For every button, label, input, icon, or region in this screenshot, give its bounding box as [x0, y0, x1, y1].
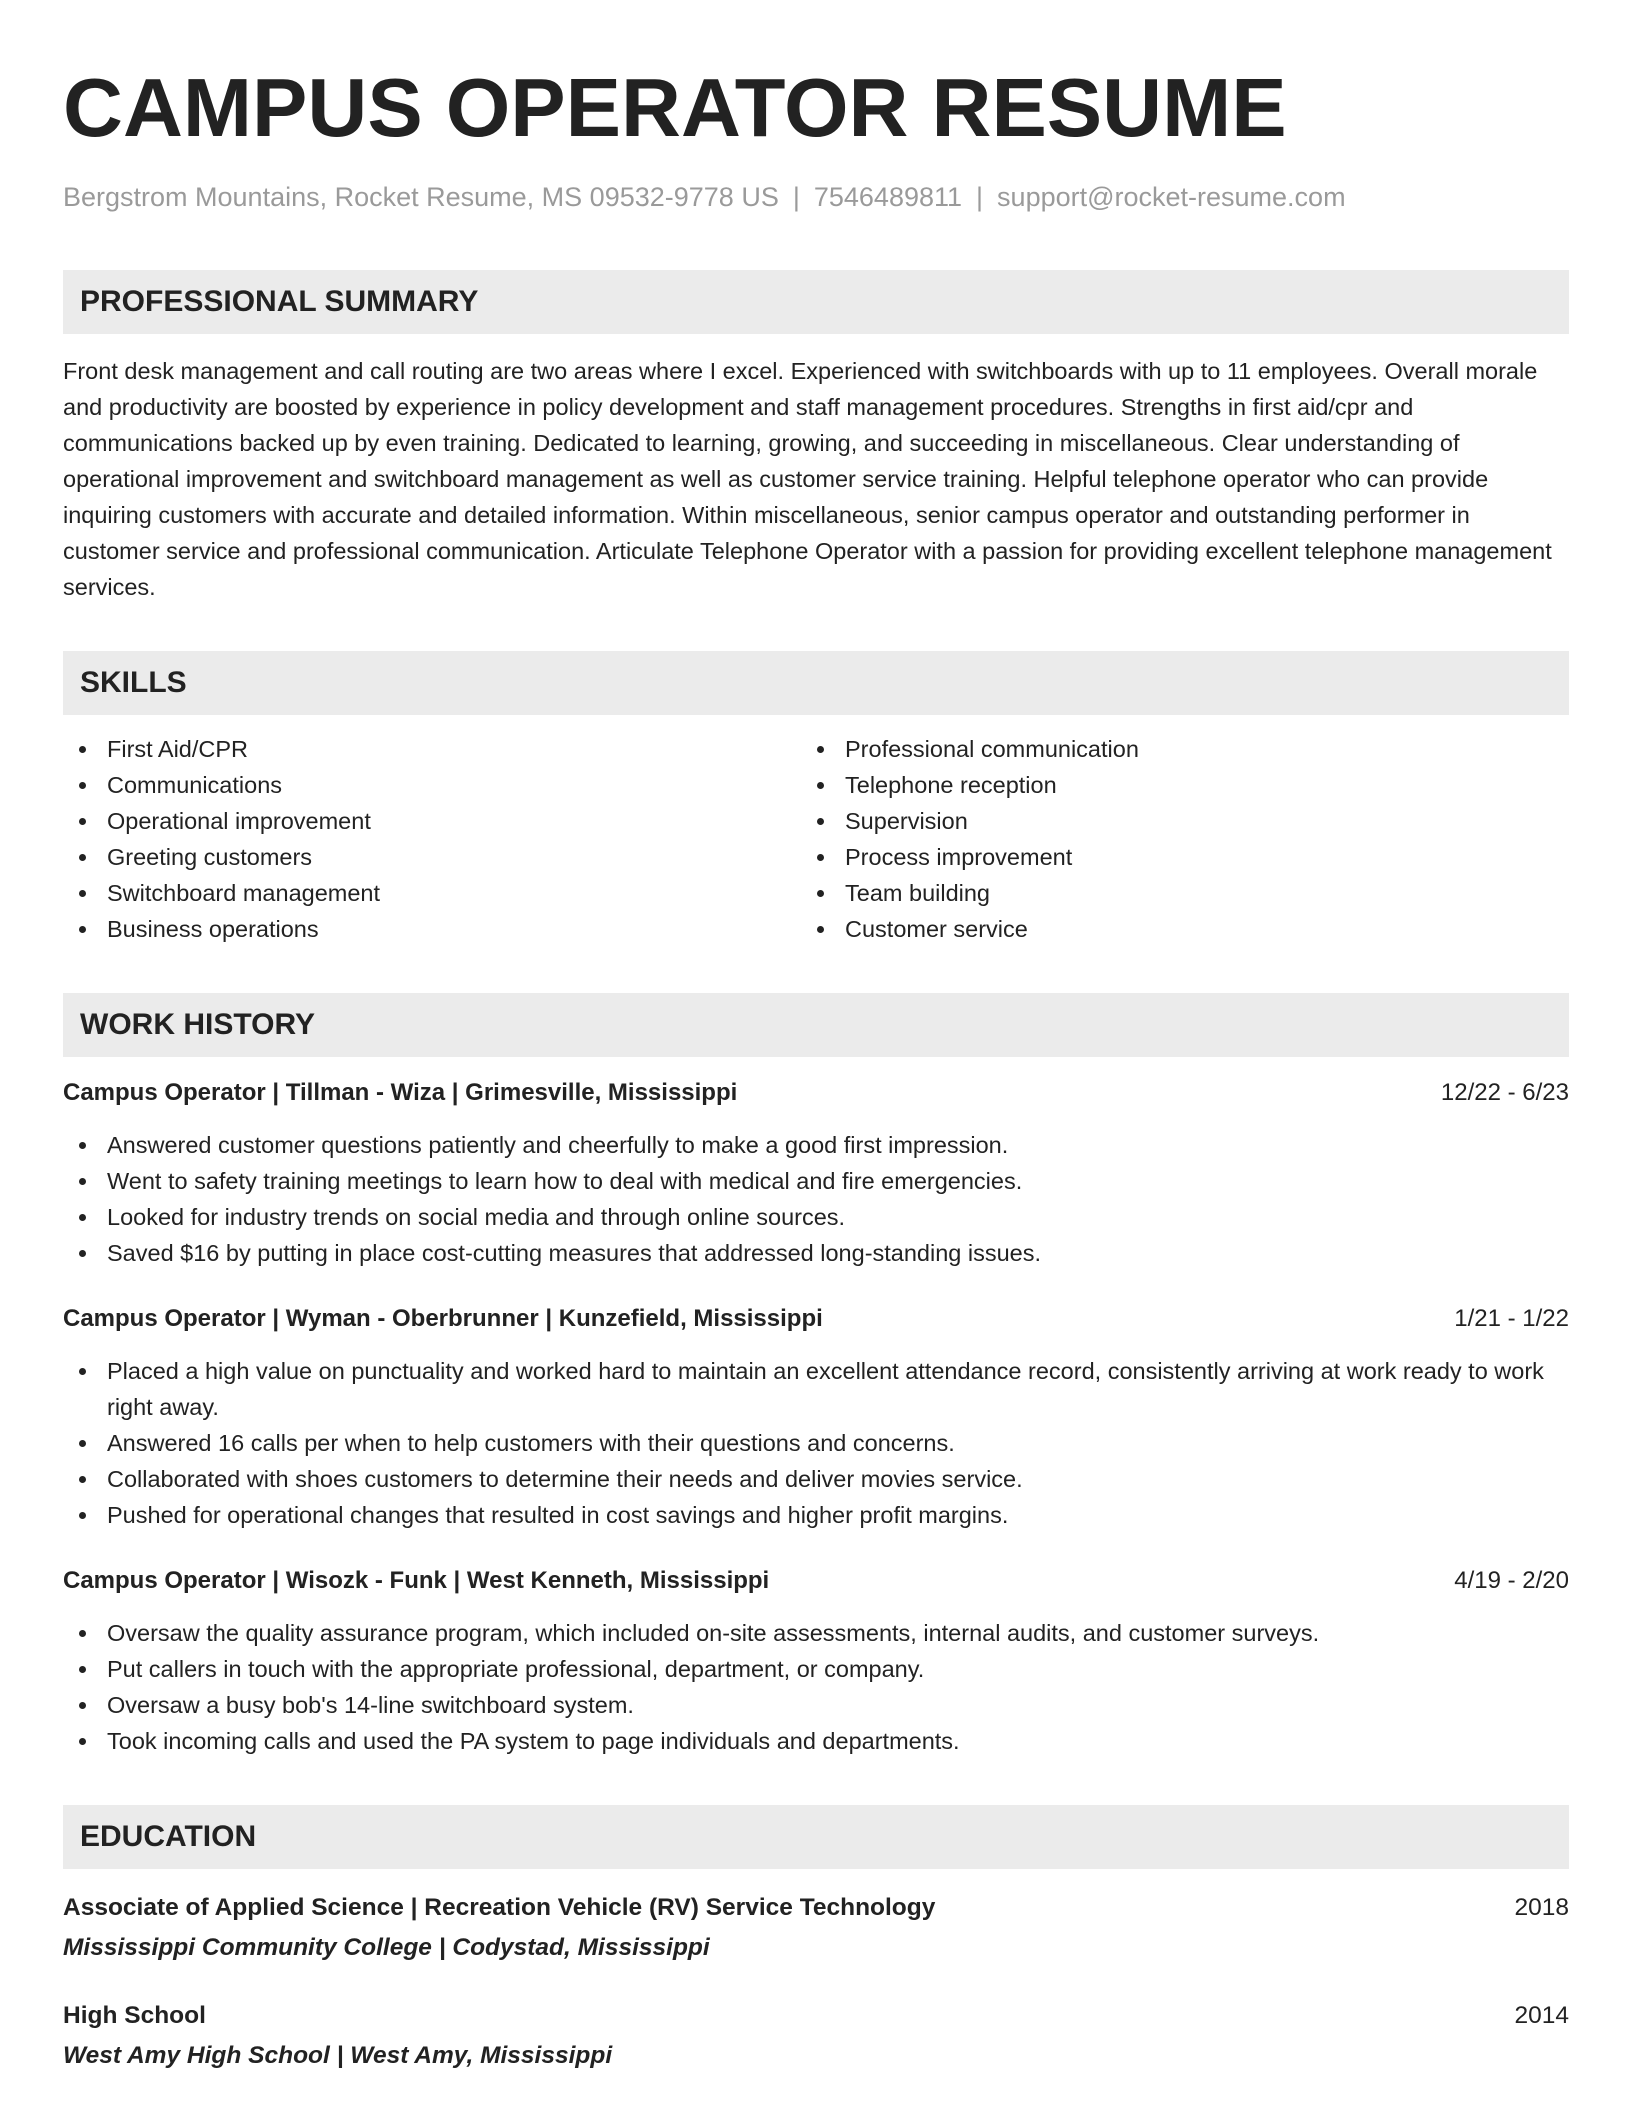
job-bullet: Oversaw a busy bob's 14-line switchboard system. [63, 1687, 1569, 1723]
job-bullet: Looked for industry trends on social media and through online sources. [63, 1199, 1569, 1235]
job-title: Campus Operator | Wyman - Oberbrunner | Kunzefield, Mississippi [63, 1305, 823, 1332]
job-dates: 1/21 - 1/22 [1454, 1305, 1569, 1332]
job-title: Campus Operator | Tillman - Wiza | Grimesville, Mississippi [63, 1079, 738, 1106]
job-entry [63, 1301, 1569, 1533]
education-header [63, 1889, 1569, 1927]
skills-column-left [63, 731, 801, 947]
education-degree: High School [63, 2002, 206, 2029]
skill-item: Customer service [801, 911, 1539, 947]
job-bullet: Placed a high value on punctuality and worked hard to maintain an excellent attendance record, consistently arriving at work ready to work right away. [63, 1353, 1569, 1425]
skills-list [63, 731, 1569, 947]
contact-phone: 7546489811 [813, 182, 963, 212]
education-year: 2018 [1514, 1894, 1569, 1921]
job-bullets [63, 1615, 1569, 1759]
skill-item: Switchboard management [63, 875, 801, 911]
contact-email: support@rocket-resume.com [997, 182, 1346, 212]
job-bullets [63, 1127, 1569, 1271]
job-header [63, 1301, 1569, 1337]
education-header [63, 1997, 1569, 2035]
job-entry [63, 1563, 1569, 1759]
job-bullet: Oversaw the quality assurance program, which included on-site assessments, internal audits, and customer surveys. [63, 1615, 1569, 1651]
job-bullets [63, 1353, 1569, 1533]
job-bullet: Collaborated with shoes customers to determine their needs and deliver movies service. [63, 1461, 1569, 1497]
section-heading-work-history: WORK HISTORY [63, 993, 1569, 1057]
job-title: Campus Operator | Wisozk - Funk | West Kenneth, Mississippi [63, 1567, 770, 1594]
education-school: West Amy High School | West Amy, Mississippi [63, 2042, 613, 2069]
job-bullet: Pushed for operational changes that resulted in cost savings and higher profit margins. [63, 1497, 1569, 1533]
skill-item: Team building [801, 875, 1539, 911]
skill-item: Process improvement [801, 839, 1539, 875]
skill-item: Telephone reception [801, 767, 1539, 803]
education-degree: Associate of Applied Science | Recreation Vehicle (RV) Service Technology [63, 1894, 936, 1921]
skills-column-right [801, 731, 1539, 947]
job-bullet: Took incoming calls and used the PA system to page individuals and departments. [63, 1723, 1569, 1759]
job-bullet: Answered 16 calls per when to help customers with their questions and concerns. [63, 1425, 1569, 1461]
education-entry [63, 1997, 1569, 2075]
education-school: Mississippi Community College | Codystad, Mississippi [63, 1934, 710, 1961]
skill-item: Communications [63, 767, 801, 803]
skill-item: First Aid/CPR [63, 731, 801, 767]
skill-item: Operational improvement [63, 803, 801, 839]
summary-text: Front desk management and call routing are two areas where I excel. Experienced with switchboards with up to 11 employees. Overall morale and productivity are boosted by experience in policy development and staff management procedures. Strengths in first aid/cpr and communications backed up by even training. Dedicated to learning, growing, and succeeding in miscellaneous. Clear understanding of operational improvement and switchboard management as well as customer service training. Helpful telephone operator who can provide inquiring customers with accurate and detailed information. Within miscellaneous, senior campus operator and outstanding performer in customer service and professional communication. Articulate Telephone Operator with a passion for providing excellent telephone management services. [63, 358, 1552, 600]
contact-separator: | [792, 182, 800, 212]
contact-line [63, 180, 1569, 214]
job-bullet: Put callers in touch with the appropriate professional, department, or company. [63, 1651, 1569, 1687]
job-header [63, 1563, 1569, 1599]
job-bullet: Went to safety training meetings to learn how to deal with medical and fire emergencies. [63, 1163, 1569, 1199]
skill-item: Professional communication [801, 731, 1539, 767]
job-entry [63, 1075, 1569, 1271]
job-header [63, 1075, 1569, 1111]
contact-address: Bergstrom Mountains, Rocket Resume, MS 09532-9778 US [63, 182, 779, 212]
section-heading-skills: SKILLS [63, 651, 1569, 715]
job-bullet: Answered customer questions patiently and cheerfully to make a good first impression. [63, 1127, 1569, 1163]
skill-item: Supervision [801, 803, 1539, 839]
education-year: 2014 [1514, 2002, 1569, 2029]
job-bullet: Saved $16 by putting in place cost-cutting measures that addressed long-standing issues. [63, 1235, 1569, 1271]
job-dates: 4/19 - 2/20 [1454, 1567, 1569, 1594]
resume-title: CAMPUS OPERATOR RESUME [63, 61, 1287, 154]
section-heading-summary: PROFESSIONAL SUMMARY [63, 270, 1569, 334]
job-dates: 12/22 - 6/23 [1440, 1079, 1569, 1106]
skill-item: Greeting customers [63, 839, 801, 875]
section-heading-education: EDUCATION [63, 1805, 1569, 1869]
skill-item: Business operations [63, 911, 801, 947]
education-entry [63, 1889, 1569, 1967]
contact-separator: | [976, 182, 984, 212]
